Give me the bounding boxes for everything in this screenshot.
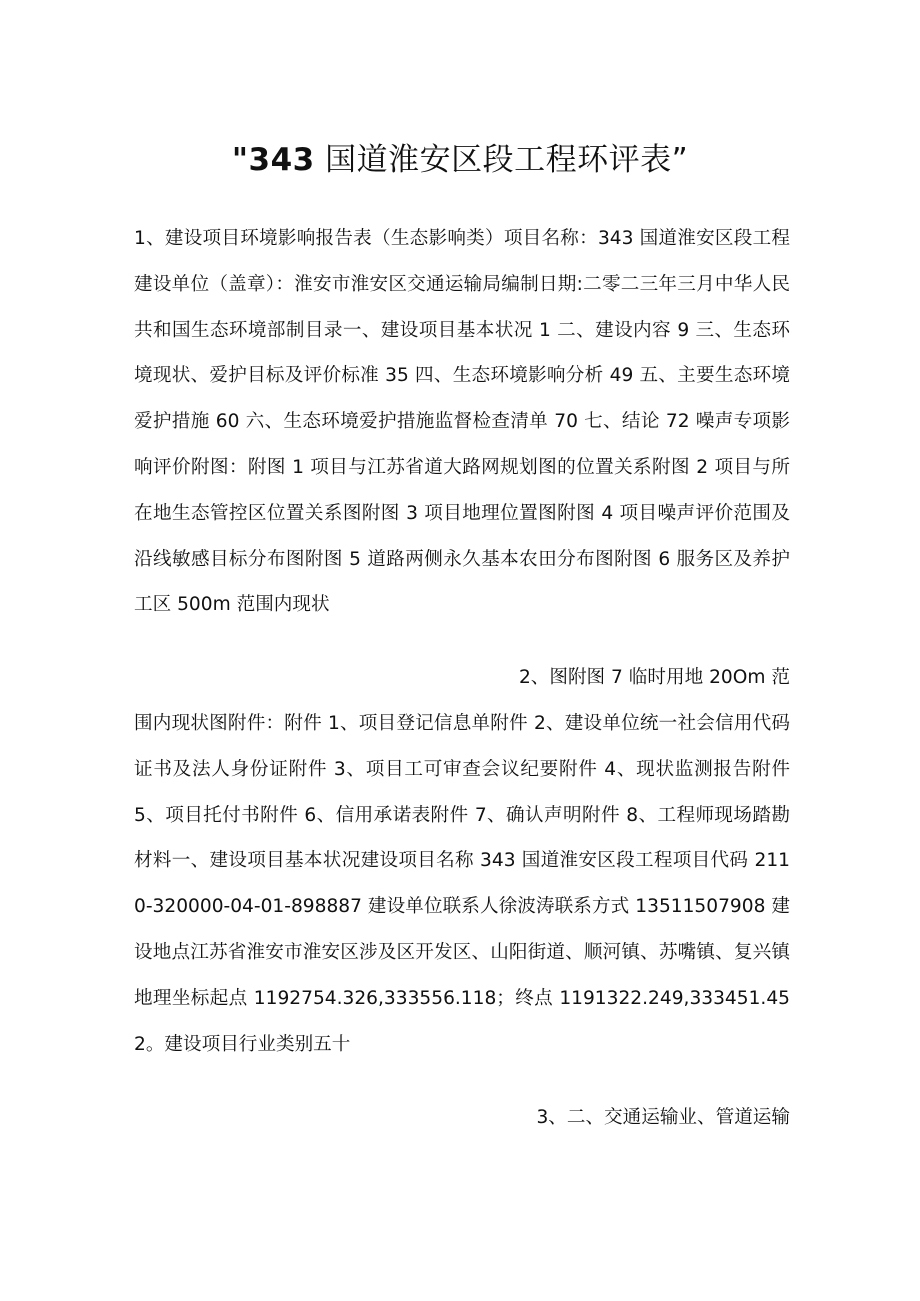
paragraph-1: 1、建设项目环境影响报告表（生态影响类）项目名称：343 国道淮安区段工程建设单位（盖章）：淮安市淮安区交通运输局编制日期:二零二三年三月中华人民共和国生态环境部制目录一、建设项目基本状况 1 二、建设内容 9 三、生态环境现状、爱护目标及评价标准 35 四、生态环境影响分析 49 五、主要生态环境爱护措施 60 六、生态环境爱护措施监督检查清单 70 七、结论 72 噪声专项影响评价附图：附图 1 项目与江苏省道大路网规划图的位置关系附图 2 项目与所在地生态管控区位置关系图附图 3 项目地理位置图附图 4 项目噪声评价范围及沿线敏感目标分布图附图 5 道路两侧永久基本农田分布图附图 6 服务区及养护工区 500m 范围内现状 — [134, 228, 790, 616]
title-number: "343 — [231, 142, 315, 178]
paragraph-2-head: 2、图附图 7 临时用地 20Om 范 — [518, 667, 790, 688]
title-text: 国道淮安区段工程环评表” — [314, 142, 689, 178]
paragraph-2-body: 围内现状图附件：附件 1、项目登记信息单附件 2、建设单位统一社会信用代码证书及法人身份证附件 3、项目工可审查会议纪要附件 4、现状监测报告附件 5、项目托付书附件 6、信用承诺表附件 7、确认声明附件 8、工程师现场踏勘材料一、建设项目基本状况建设项目名称 343 国道淮安区段工程项目代码 2110-320000-04-01-898887 建设单位联系人徐波涛联系方式 13511507908 建设地点江苏省淮安市淮安区涉及区开发区、山阳街道、顺河镇、苏嘴镇、复兴镇地理坐标起点 1192754.326,333556.118；终点 1191322.249,333451.452。建设项目行业类别五十 — [134, 713, 790, 1055]
page-title — [0, 138, 920, 182]
paragraph-3: 3、二、交通运输业、管道运输 — [536, 1107, 790, 1128]
